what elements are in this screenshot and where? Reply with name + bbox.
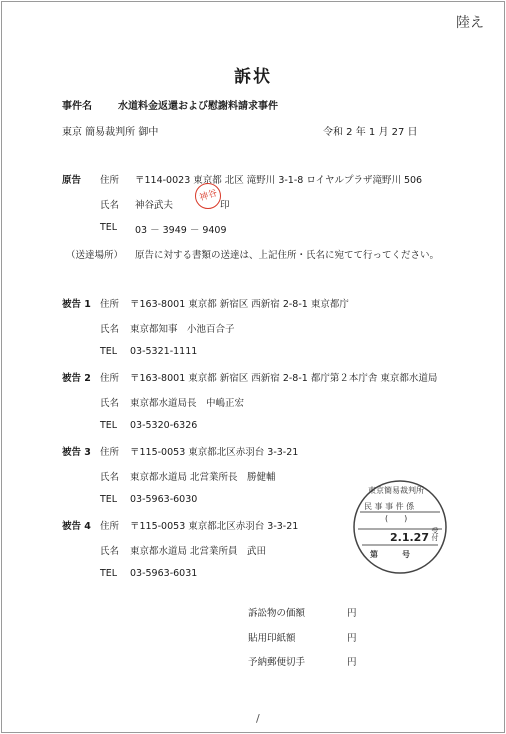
defendant-name-label: 氏名 <box>100 398 120 409</box>
case-label: 事件名 <box>62 101 92 112</box>
defendant-tel-label: TEL <box>100 346 118 357</box>
defendant-role: 被告 3 <box>62 447 91 458</box>
defendant-tel: 03-5321-1111 <box>130 346 198 357</box>
document-title: 訴状 <box>234 67 272 87</box>
plaintiff-address-label: 住所 <box>100 175 120 186</box>
plaintiff-name-label: 氏名 <box>100 200 120 211</box>
defendant-address-label: 住所 <box>100 521 120 532</box>
personal-seal: 神谷 <box>195 183 221 209</box>
plaintiff-tel-label: TEL <box>100 222 118 233</box>
defendant-name: 東京都水道局 北営業所員 武田 <box>130 546 267 557</box>
defendant-tel-label: TEL <box>100 420 118 431</box>
defendant-address: 〒163-8001 東京都 新宿区 西新宿 2-8-1 都庁第２本庁舎 東京都水道局 <box>130 373 438 384</box>
delivery-text: 原告に対する書類の送達は、上記住所・氏名に宛てて行ってください。 <box>135 250 440 261</box>
fee-unit: 円 <box>347 633 357 644</box>
fee-label: 予納郵便切手 <box>248 657 306 668</box>
document-date: 令和 2 年 1 月 27 日 <box>323 127 418 138</box>
stamp-date: 2.1.27 <box>390 531 429 544</box>
fee-label: 貼用印紙額 <box>248 633 296 644</box>
defendant-tel-label: TEL <box>100 568 118 579</box>
defendant-role: 被告 4 <box>62 521 91 532</box>
defendant-name-label: 氏名 <box>100 546 120 557</box>
page-mark: / <box>256 712 260 725</box>
handwritten-note: 陸え <box>456 15 484 31</box>
defendant-name-label: 氏名 <box>100 324 120 335</box>
fee-unit: 円 <box>347 657 357 668</box>
defendant-name-label: 氏名 <box>100 472 120 483</box>
defendant-name: 東京都水道局 北営業所長 勝健輔 <box>130 472 276 483</box>
defendant-address: 〒163-8001 東京都 新宿区 西新宿 2-8-1 東京都庁 <box>130 299 349 310</box>
defendant-address-label: 住所 <box>100 373 120 384</box>
defendant-tel: 03-5963-6030 <box>130 494 198 505</box>
defendant-tel: 03-5320-6326 <box>130 420 198 431</box>
stamp-paren: ( ) <box>385 514 408 523</box>
delivery-label: （送達場所） <box>66 250 124 261</box>
fee-label: 訴訟物の価額 <box>248 608 306 619</box>
defendant-tel: 03-5963-6031 <box>130 568 198 579</box>
seal-mark-text: 印 <box>220 200 230 211</box>
fee-unit: 円 <box>347 608 357 619</box>
stamp-office: 民 事 事 件 係 <box>364 502 415 511</box>
defendant-name: 東京都知事 小池百合子 <box>130 324 235 335</box>
defendant-role: 被告 1 <box>62 299 91 310</box>
stamp-court: 東京簡易裁判所 <box>368 486 424 495</box>
defendant-address-label: 住所 <box>100 299 120 310</box>
defendant-address-label: 住所 <box>100 447 120 458</box>
defendant-role: 被告 2 <box>62 373 91 384</box>
case-name: 水道料金返還および慰謝料請求事件 <box>118 101 278 112</box>
defendant-tel-label: TEL <box>100 494 118 505</box>
defendant-address: 〒115-0053 東京都北区赤羽台 3-3-21 <box>130 521 299 532</box>
stamp-number: 第 号 <box>370 550 410 559</box>
plaintiff-tel: 03 － 3949 － 9409 <box>135 225 227 236</box>
stamp-side: 受付 <box>431 527 439 541</box>
defendant-address: 〒115-0053 東京都北区赤羽台 3-3-21 <box>130 447 299 458</box>
plaintiff-role: 原告 <box>62 175 82 186</box>
defendant-name: 東京都水道局長 中嶋正宏 <box>130 398 245 409</box>
court-name: 東京 簡易裁判所 御中 <box>62 127 159 138</box>
receipt-stamp <box>350 477 450 581</box>
plaintiff-name: 神谷武夫 <box>135 200 174 211</box>
plaintiff-address: 〒114-0023 東京都 北区 滝野川 3-1-8 ロイヤルプラザ滝野川 506 <box>135 175 423 186</box>
